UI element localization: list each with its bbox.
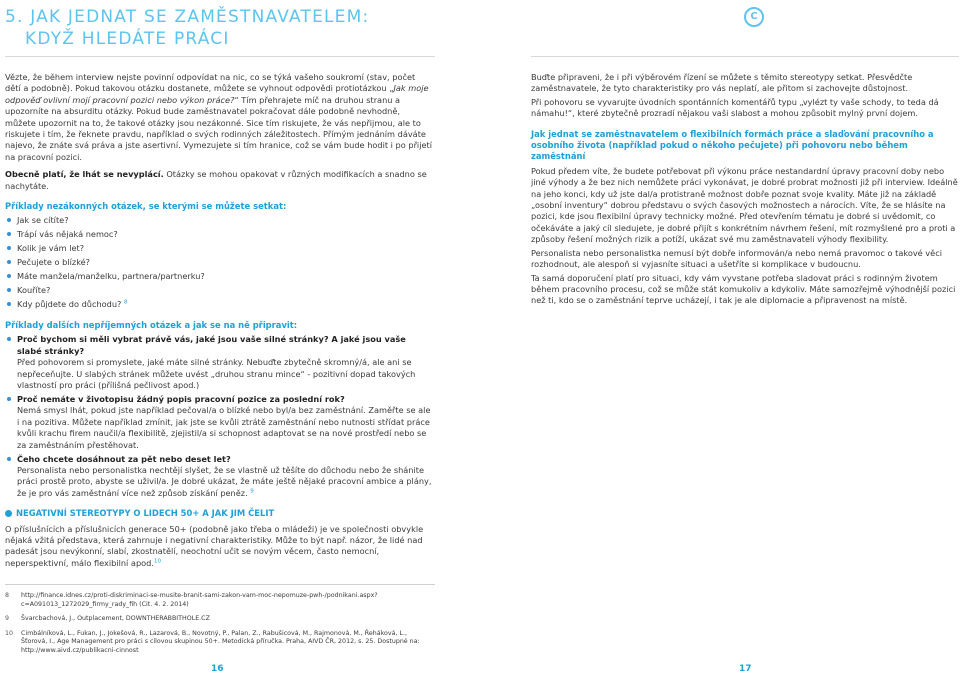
paragraph: Ta samá doporučení platí pro situaci, kdy vám vyvstane potřeba sladovat práci s rodinným životem během pracovního procesu, což se může stát komukoliv a kdykoliv. Máte samozřejmě výhodnější pozici než ti, kdo se o zaměstnání teprve ucházejí, i tak je ale diplomacie a připravenost na místě. [531,272,956,306]
list-item: Proč nemáte v životopisu žádný popis pracovní pozice za poslední rok? Nemá smysl lhát, pokud jste například pečoval/a o blízké nebo byl/a bez zaměstnání. Zaměřte se ale i na pozitiva. Můžete například zmínit, jak jste se kvůli ztrátě zaměstnání nebo nutnosti střídat práce kvůli krachu firem naučil/a flexibilitě, zjejistil/a si schopnost adaptovat se na nové prostředí nebo se za zaměstnáním přestěhovat. [5,394,433,451]
list-item: Jak se cítíte? [5,215,433,226]
footnote: 10 Cimbálníková, L., Fukan, J., Jokešová, R., Lazarová, B., Novotný, P., Palan, Z., Rabušicová, M., Rajmonová, M., Řeháková, L., Šťorová, I., Age Management pro práci s cílovou skupinou 50+. Metodická příručka. Praha, AIVD ČR, 2012, s. 25. Dostupné na: http://www.aivd.cz/publikacni-cinnost [5,629,420,654]
left-column [5,72,433,571]
list-item: Trápí vás nějaká nemoc? [5,229,433,240]
flexibility-heading: Jak jednat se zaměstnavatelem o flexibilních formách práce a slaďování pracovního a osobního života (například pokud o někoho pečujete) při pohovoru nebo během zaměstnání [531,128,934,162]
paragraph: Pokud předem víte, že budete potřebovat při výkonu práce nestandardní úpravy pracovní doby nebo jiné výhody a že bez nich nemůžete práci vykonávat, je dobré probrat možnosti již při interview. Ideálně na jeho konci, kdy už jste dal/a protistraně možnost dobře poznat svoje kvality. Máte již na základě „osobní inventury“ dobrou představu o svých časových možnostech a nárocích. Víte, že se hlásíte na pozici, kde jsou flexibilní úpravy technicky možné. Před otevřením tématu je dobré si uvědomit, co očekáváte a jaký cíl sledujete, je dobré přijít s konkrétním návrhem řešení, mít rozmyšlené pro a proti a způsoby řešení možných rizik a potíží, ukázat své mu zaměstnavateli výhody flexibility. [531,165,958,245]
page-number-left: 16 [211,664,224,674]
copyright-circle-icon: C [744,7,764,27]
unpleasant-questions-list [5,334,433,499]
list-item: Kolik je vám let? [5,243,433,254]
page-number-right: 17 [739,664,752,674]
lying-paragraph: Obecně platí, že lhát se nevyplácí. Otázky se mohou opakovat v různých modifikacích a snadno se nachytáte. [5,169,427,191]
list-item: Čeho chcete dosáhnout za pět nebo deset let? Personalista nebo personalistka nechtějí slyšet, že se vlastně už těšíte do důchodu nebo že shánite práci prostě proto, abyste se uživil/a. Je dobré ukázat, že máte ještě nějaké pracovní ambice a plány, že je pro vás zaměstnání více než způsob získání peněz. $^9$ [5,454,433,500]
unpleasant-questions-heading: Příklady dalších nepříjemných otázek a jak se na ně připravit: [5,319,298,330]
footnote-ref: 8 [124,299,128,306]
footnote-ref: 9 [250,488,254,495]
list-item: Pečujete o blízké? [5,257,433,268]
footnotes [5,592,435,662]
illegal-questions-list [5,215,433,310]
intro-paragraph: Vězte, že během interview nejste povinní odpovídat na nic, co se týká vašeho soukromí (stav, počet dětí a podobně). Pokud takovou otázku dostanete, můžete se vyhnout odpovědi protiotázkou „Jak moje odpověď ovlivní mojí pracovní pozici nebo výkon práce?“ Tím přehrajete míč na druhou stranu a upozorníte na absurditu otázky. Pokud bude zaměstnavatel pokračovat dále podobně nevhodně, můžete upozornit na to, že takové otázky jsou nezákonné. Sice tím riskujete, že vás nepřijmou, ale to riskujete i tím, že řeknete pravdu, například o svých rodinných záležitostech. Přímým jednáním dáváte najevo, že znáte svá práva a jste asertivní. Vymezujete si tím hranice, což se vám bude hodit i po přijetí na pracovní pozici. [5,72,433,162]
chapter-title: 5. JAK JEDNAT SE ZAMĚSTNAVATELEM: [5,7,370,27]
list-item: Kdy půjdete do důchodu? $^8$ [5,299,433,310]
paragraph: Personalista nebo personalistka nemusí být dobře informován/a nebo nemá pravomoc o takové věci rozhodnout, ale alespoň si vyjasníte situaci a ušetříte si komplikace v budoucnu. [531,247,942,270]
right-column [531,72,959,309]
chapter-subtitle: KDYŽ HLEDÁTE PRÁCI [25,29,230,49]
illegal-questions-heading: Příklady nezákonných otázek, se kterými se můžete setkat: [5,201,287,212]
list-item: Proč bychom si měli vybrat právě vás, jaké jsou vaše silné stránky? A jaké jsou vaše slabé stránky? Před pohovorem si promyslete, jaké máte silné stránky. Nebuďte zbytečně skromný/á, ale ani se nepřeceňujte. U slabých stránek můžete uvést „druhou stranu mince“ - pozitivní dopad takových vlastností pro práci (přílišná pečlivost apod.) [5,334,433,391]
footnote-ref: 10 [153,558,161,565]
divider-right [531,56,959,57]
chapter-header [5,6,765,50]
stereotypes-paragraph: O příslušnících a příslušnicích generace 50+ (podobně jako třeba o mládeži) je ve společnosti obvykle nějaká vžitá představa, která zahrnuje i negativní charakteristiky. Může to být např. názor, že lidé nad padesát jsou nevýkonní, slabí, zkostnatělí, neochotní učit se novým věcem, často nemocní, neperspektivní, málo flexibilní apod.$^{10}$ [5,523,424,568]
footnote-divider [5,584,435,585]
paragraph: Při pohovoru se vyvarujte úvodních spontánních komentářů typu „vylézt ty vaše schody, to teda dá námahu!“, které zbytečně prozradí nějakou vaši slabost a mohou způsobit mylný první dojem. [531,96,939,119]
divider-left [5,56,435,57]
footnote: 9 Švarcbachová, J., Outplacement, DOWNTHERABBITHOLE.CZ [5,615,210,623]
bullet-circle-icon [5,510,12,517]
paragraph: Buďte připraveni, že i při výběrovém řízení se můžete s těmito stereotypy setkat. Přesvědčte zaměstnavatele, že tyto charakteristiky pro vás neplatí, ale přitom si zachovejte důstojnost. [531,72,913,94]
list-item: Máte manžela/manželku, partnera/partnerku? [5,271,433,282]
section-title: NEGATIVNÍ STEREOTYPY O LIDECH 50+ A JAK JIM ČELIT [5,508,433,519]
list-item: Kouříte? [5,285,433,296]
footnote: 8 http://finance.idnes.cz/proti-diskriminaci-se-musite-branit-sami-zakon-vam-moc-nepomuze-pwh-/podnikani.aspx?c=A091013_1272029_firmy_rady_fih (Cit. 4. 2. 2014) [5,592,378,608]
